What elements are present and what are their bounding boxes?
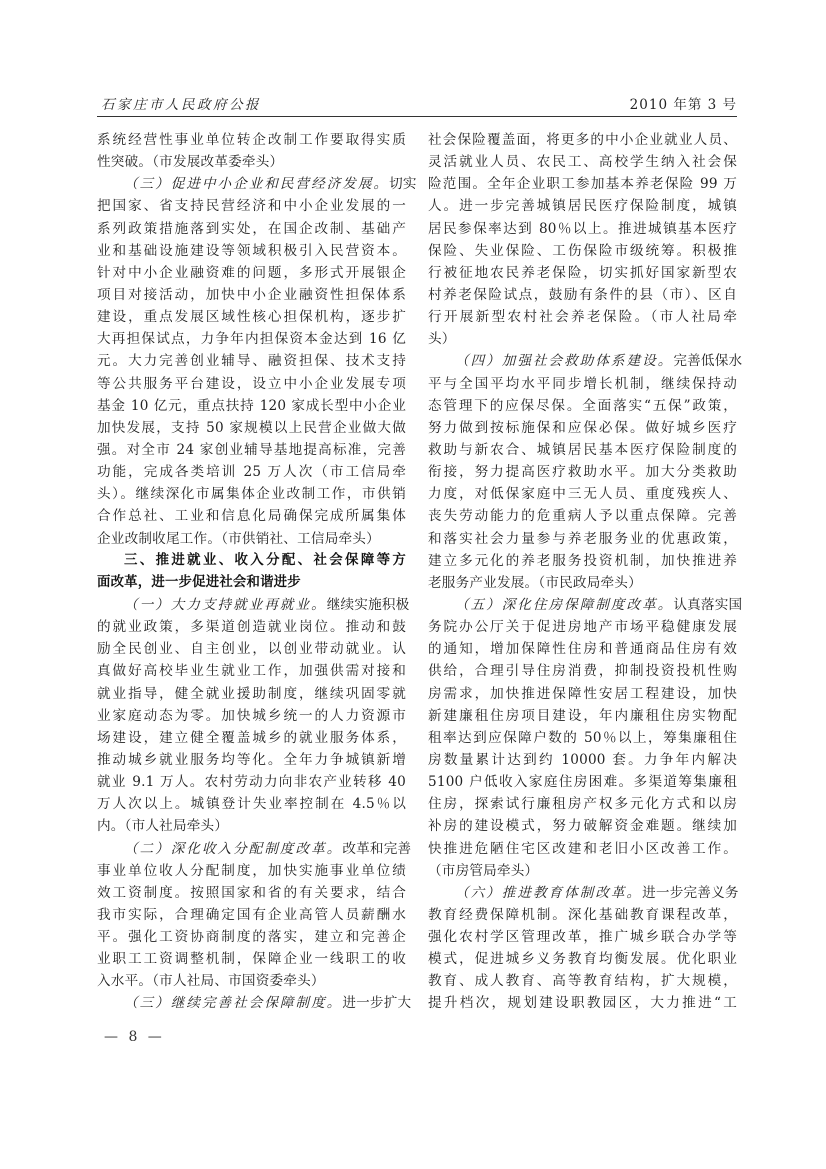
text-line: 提升档次，规划建设职教园区，大力推进“工 [428,995,737,1012]
text-line: 房需求，加快推进保障性安居工程建设，加快 [428,685,737,702]
subsection-title: （三）促进中小企业和民营经济发展。 [124,176,390,193]
text-line: 建立多元化的养老服务投资机制，加快推进养 [428,552,737,569]
text-line: 万人次以上。城镇登计失业率控制在 4.5％以 [97,796,406,813]
text-line: 针对中小企业融资难的问题，多形式开展银企 [97,264,406,281]
text-line: 系统经营性事业单位转企改制工作要取得实质 [97,132,406,148]
text-line: 行开展新型农村社会养老保险。（市人社局牵 [428,309,737,326]
text-line: 的就业政策，多渠道创造就业岗位。推动和鼓 [97,619,406,636]
text-line: 真做好高校毕业生就业工作，加强供需对接和 [97,663,406,680]
text-line [428,350,743,372]
text-line: 元。大力完善创业辅导、融资担保、技术支持 [97,353,406,370]
text-line: 和落实社会力量参与养老服务业的优惠政策， [428,530,737,547]
text-line [428,882,737,904]
text-line: 推动城乡就业服务均等化。全年力争城镇新增 [97,751,406,768]
text-line: 就业 9.1 万人。农村劳动力向非农产业转移 40 [97,774,406,791]
text-line: 行被征地农民养老保险，切实抓好国家新型农 [428,264,737,281]
text-line: 灵活就业人员、农民工、高校学生纳入社会保 [428,154,737,171]
text-line: 事业单位收人分配制度，加快实施事业单位绩 [97,862,406,879]
text-run: 认真落实国 [673,596,743,613]
text-line: （市房管局牵头） [428,862,539,879]
text-line: 建设，重点发展区域性核心担保机构，逐步扩 [97,309,406,326]
text-line: 保险、失业保险、工伤保险市级统筹。积极推 [428,242,737,259]
text-line: 丧失劳动能力的危重病人予以重点保障。完善 [428,508,737,525]
text-line: 入水平。（市人社局、市国资委牵头） [97,973,325,990]
section-heading-line: 三、推进就业、收入分配、社会保障等方 [124,552,406,568]
text-line: 补房的建设模式，努力破解资金难题。继续加 [428,818,737,835]
text-line: 业职工工资调整机制，保障企业一线职工的收 [97,951,406,968]
text-line: 把国家、省支持民营经济和中小企业发展的一 [97,198,406,215]
text-line: 态管理下的应保尽保。全面落实“五保”政策， [428,397,737,414]
text-line: 就业指导，健全就业援助制度，继续巩固零就 [97,685,406,702]
text-line: 供给，合理引导住房消费，抑制投资投机性购 [428,663,737,680]
text-line: 系列政策措施落到实处，在国企改制、基础产 [97,220,406,237]
text-line: 险范围。全年企业职工参加基本养老保险 99 万 [428,176,737,193]
header-rule [97,116,737,117]
text-line: 房数量累计达到约 10000 套。力争年内解决 [428,751,737,768]
text-run: 改革和完善 [342,840,412,857]
text-run: 进一步完善义务 [642,884,739,901]
text-line: 性突破。（市发展改革委牵头） [97,154,284,171]
right-column [428,129,743,1015]
subsection-title: （六）推进教育体制改革。 [455,884,643,901]
text-line: 励全民创业、自主创业，以创业带动就业。认 [97,641,406,658]
text-line: 快推进危陋住宅区改建和老旧小区改善工作。 [428,840,737,857]
text-line: 强。对全市 24 家创业辅导基地提高标准，完善 [97,441,406,458]
text-line [97,173,417,195]
text-line: 项目对接活动，加快中小企业融资性担保体系 [97,286,406,303]
text-line [97,838,412,860]
subsection-title: （五）深化住房保障制度改革。 [455,596,674,613]
text-line: 社会保险覆盖面，将更多的中小企业就业人员、 [428,132,737,148]
text-line: 老服务产业发展。（市民政局牵头） [428,574,642,591]
text-line: 我市实际，合理确定国有企业高管人员薪酬水 [97,906,406,923]
text-line: 模式，促进城乡义务教育均衡发展。优化职业 [428,951,737,968]
text-line [97,992,412,1014]
text-line: 新建廉租住房项目建设，年内廉租住房实物配 [428,707,737,724]
text-line: 务院办公厅关于促进房地产市场平稳健康发展 [428,619,737,636]
text-line: 内。（市人社局牵头） [97,818,229,835]
text-line: 场建设，建立健全覆盖城乡的就业服务体系， [97,729,406,746]
text-line: 平。强化工资协商制度的落实，建立和完善企 [97,929,406,946]
text-line: 合作总社、工业和信息化局确保完成所属集体 [97,508,406,525]
text-line: 基金 10 亿元，重点扶持 120 家成长型中小企业 [97,397,406,414]
text-run: 完善低保水 [673,353,743,370]
text-line: 救助与新农合、城镇居民基本医疗保险制度的 [428,441,737,458]
text-line: 5100 户低收入家庭住房困难。多渠道筹集廉租 [428,774,737,791]
text-line: 力度，对低保家庭中三无人员、重度残疾人、 [428,486,737,503]
issue-number: 2010 年第 3 号 [629,97,737,113]
text-line: 等公共服务平台建设，设立中小企业发展专项 [97,375,406,392]
text-line: 住房，探索试行廉租房产权多元化方式和以房 [428,796,737,813]
text-line: 教育经费保障机制。深化基础教育课程改革， [428,906,737,923]
text-run: 继续实施积极 [326,596,410,613]
subsection-title: （一）大力支持就业再就业。 [124,596,327,613]
page-number: — 8 — [104,1029,165,1045]
text-line: 人。进一步完善城镇居民医疗保险制度，城镇 [428,198,737,215]
text-line: 效工资制度。按照国家和省的有关要求，结合 [97,884,406,901]
text-line [428,594,743,616]
text-line: 大再担保试点，力争年内担保资本金达到 16 亿 [97,331,406,348]
left-column [97,129,417,1015]
text-line: 村养老保险试点，鼓励有条件的县（市）、区自 [428,286,737,303]
subsection-title: （二）深化收入分配制度改革。 [124,840,343,857]
text-line: 头） [428,331,456,348]
text-line: 头）。继续深化市属集体企业改制工作，市供销 [97,486,406,503]
text-line: 努力做到按标施保和应保必保。做好城乡医疗 [428,419,737,436]
text-run: 进一步扩大 [342,995,412,1012]
running-header [97,93,737,115]
text-line: 功能，完成各类培训 25 万人次（市工信局牵 [97,464,406,481]
subsection-title: （三）继续完善社会保障制度。 [124,995,343,1012]
text-line: 居民参保率达到 80％以上。推进城镇基本医疗 [428,220,737,237]
text-line [97,594,410,616]
text-line: 平与全国平均水平同步增长机制，继续保持动 [428,375,737,392]
section-heading-line: 面改革，进一步促进社会和谐进步 [97,574,301,590]
text-run: 切实 [389,176,417,193]
text-line: 业和基础设施建设等领域积极引入民营资本。 [97,242,406,259]
journal-title: 石家庄市人民政府公报 [101,97,261,113]
text-line: 加快发展，支持 50 家规模以上民营企业做大做 [97,419,406,436]
text-line: 租率达到应保障户数的 50％以上，筹集廉租住 [428,729,737,746]
text-line: 业家庭动态为零。加快城乡统一的人力资源市 [97,707,406,724]
subsection-title: （四）加强社会救助体系建设。 [455,353,674,370]
text-line: 教育、成人教育、高等教育结构，扩大规模， [428,973,737,990]
text-line: 强化农村学区管理改革，推广城乡联合办学等 [428,929,737,946]
text-line: 企业改制收尾工作。（市供销社、工信局牵头） [97,530,380,547]
text-line: 的通知，增加保障性住房和普通商品住房有效 [428,641,737,658]
text-line: 衔接，努力提高医疗救助水平。加大分类救助 [428,464,737,481]
